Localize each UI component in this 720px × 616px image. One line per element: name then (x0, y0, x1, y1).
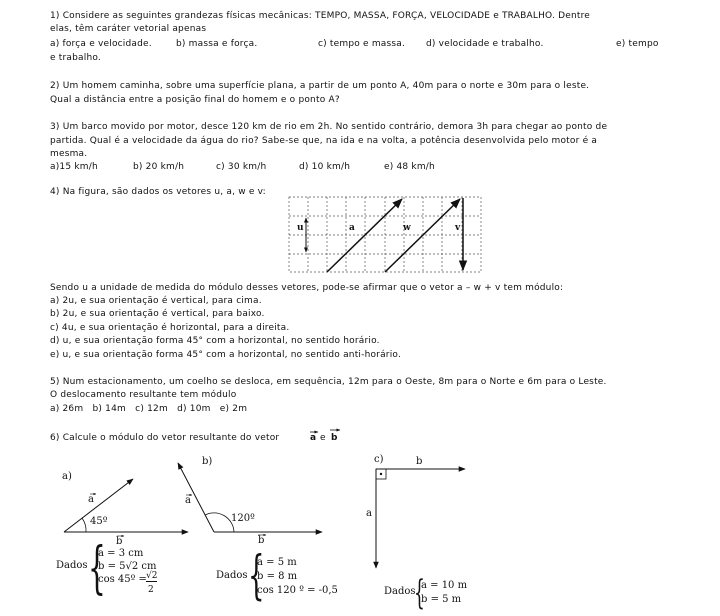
fig-c-label: c) (374, 454, 384, 465)
q4-option-b: b) 2u, e sua orientação é vertical, para baixo. (50, 309, 265, 319)
vector-a (327, 199, 402, 272)
q1-option-b: b) massa e força. (176, 39, 258, 49)
q3-line3: mesma. (50, 149, 88, 159)
fig-a-line3: cos 45º = (98, 574, 147, 585)
q3-option-c: c) 30 km/h (216, 162, 267, 172)
fig-b-vector-a (178, 463, 214, 532)
fig-a-vec-a-label: a (88, 494, 94, 505)
fig-c-line1: a = 10 m (421, 580, 468, 591)
fig-c-dados: Dados (384, 586, 416, 597)
q4-option-e: e) u, e sua orientação forma 45° com a horizontal, no sentido anti-horário. (50, 350, 402, 360)
label-v: v (455, 223, 461, 233)
q5-line2: O deslocamento resultante tem módulo (50, 390, 237, 400)
fig-a-label: a) (62, 471, 72, 482)
fig-b-brace: { (248, 546, 265, 606)
q3-option-b: b) 20 km/h (133, 162, 185, 172)
fig-a-dados: Dados (56, 560, 88, 571)
q5-line1: 5) Num estacionamento, um coelho se desloca, em sequência, 12m para o Oeste, 8m para o Norte e 6m para o Leste. (50, 377, 607, 387)
fig-a-frac-num: √2 (146, 571, 158, 581)
fig-c-vec-b-label: b (416, 456, 423, 467)
q6-conj: e (320, 433, 326, 443)
fig-a-line1: a = 3 cm (98, 548, 144, 559)
q2-line2: Qual a distância entre a posição final do homem e o ponto A? (50, 95, 340, 105)
q1-line1: 1) Considere as seguintes grandezas físicas mecânicas: TEMPO, MASSA, FORÇA, VELOCIDADE e TRABALHO. Dentre (50, 11, 591, 21)
fig-b-vec-b-label: b (258, 535, 265, 546)
q1-option-e-cont: e trabalho. (50, 53, 101, 63)
vector-grid (289, 197, 481, 272)
q1-option-d: d) velocidade e trabalho. (426, 39, 544, 49)
fig-c-vec-a-label: a (366, 508, 372, 519)
q4-intro: 4) Na figura, são dados os vetores u, a, w e v: (50, 187, 266, 197)
q1-option-e: e) tempo (616, 39, 659, 49)
fig-b-line2: b = 8 m (257, 571, 298, 582)
fig-c-line2: b = 5 m (421, 594, 462, 605)
fig-a-brace: { (88, 536, 106, 601)
q1-line2: elas, têm caráter vetorial apenas (50, 24, 207, 34)
q6-vec-b: b (331, 433, 338, 443)
fig-b-line1: a = 5 m (257, 557, 297, 568)
q2-line1: 2) Um homem caminha, sobre uma superfície plana, a partir de um ponto A, 40m para o norte e 30m para o leste. (50, 81, 590, 91)
q4-option-a: a) 2u, e sua orientação é vertical, para cima. (50, 296, 262, 306)
q3-line2: partida. Qual é a velocidade da água do rio? Sabe-se que, na ida e na volta, a potência desenvolvida pelo motor é a (50, 136, 598, 146)
label-a: a (349, 223, 355, 233)
fig-b-line3: cos 120 º = -0,5 (257, 585, 338, 596)
q3-line1: 3) Um barco movido por motor, desce 120 km de rio em 2h. No sentido contrário, demora 3h para chegar ao ponto de (50, 122, 608, 132)
fig-a-angle: 45º (90, 516, 108, 527)
q1-option-a: a) força e velocidade. (50, 39, 152, 49)
q4-option-d: d) u, e sua orientação forma 45° com a horizontal, no sentido horário. (50, 336, 380, 346)
fig-b-label: b) (202, 456, 213, 467)
fig-b-angle: 120º (231, 513, 255, 524)
fig-b-vec-a-label: a (185, 495, 191, 506)
q4-stem: Sendo u a unidade de medida do módulo desses vetores, pode-se afirmar que o vetor a – w + v tem módulo: (50, 283, 564, 293)
q1-option-c: c) tempo e massa. (318, 39, 406, 49)
q5-options: a) 26m b) 14m c) 12m d) 10m e) 2m (50, 404, 248, 414)
label-w: w (403, 223, 411, 233)
q6-intro: 6) Calcule o módulo do vetor resultante do vetor (50, 433, 280, 443)
fig-a-frac-den: 2 (148, 585, 154, 595)
fig-a-angle-arc (82, 518, 86, 532)
vector-w (385, 199, 460, 272)
q3-option-a: a)15 km/h (50, 162, 98, 172)
label-u: u (297, 223, 304, 233)
q4-option-c: c) 4u, e sua orientação é horizontal, para a direita. (50, 323, 290, 333)
fig-a-vec-b-label: b (116, 536, 123, 547)
fig-c-brace: { (414, 573, 425, 613)
q6-vec-a: a (310, 433, 317, 443)
fig-b-dados: Dados (216, 570, 248, 581)
q3-option-d: d) 10 km/h (299, 162, 351, 172)
fig-a-line2: b = 5√2 cm (98, 561, 157, 572)
q3-option-e: e) 48 km/h (384, 162, 435, 172)
